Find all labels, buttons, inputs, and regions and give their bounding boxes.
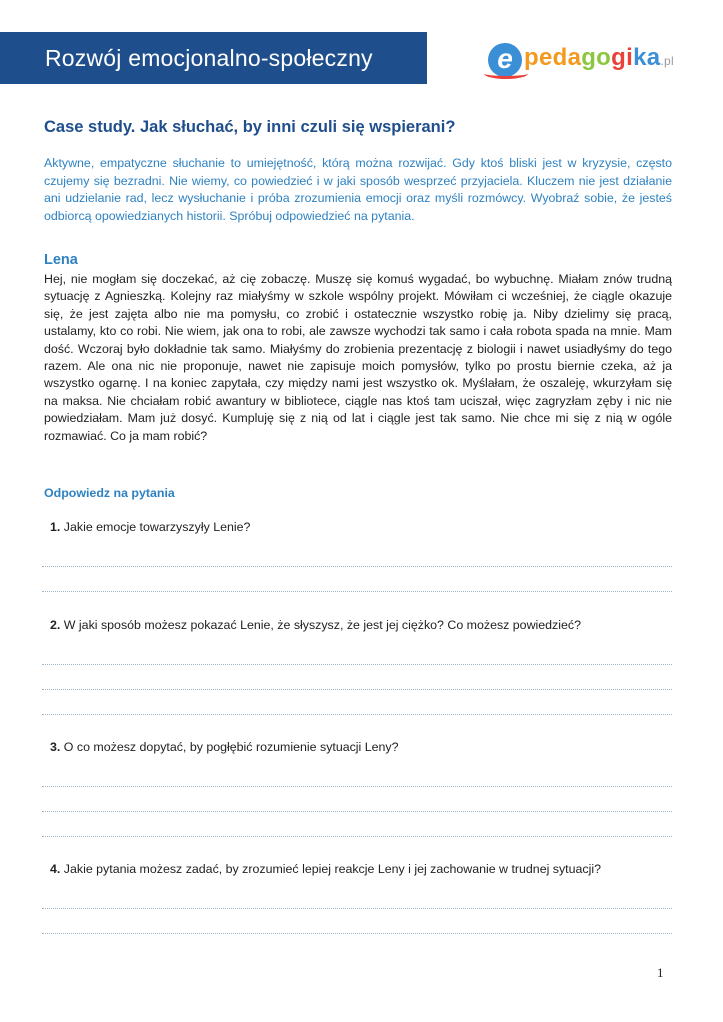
- question-1: [50, 520, 250, 534]
- answer-line[interactable]: [42, 811, 672, 812]
- question-3: [50, 740, 399, 754]
- question-text: W jaki sposób możesz pokazać Lenie, że słyszysz, że jest jej ciężko? Co możesz powiedzieć?: [63, 618, 581, 632]
- logo-e-icon: e: [488, 43, 522, 77]
- case-study-title: Case study. Jak słuchać, by inni czuli się wspierani?: [44, 118, 456, 136]
- question-number: 1.: [50, 520, 61, 534]
- answer-line[interactable]: [42, 714, 672, 715]
- question-text: O co możesz dopytać, by pogłębić rozumienie sytuacji Leny?: [63, 740, 399, 754]
- answer-line[interactable]: [42, 689, 672, 690]
- answer-line[interactable]: [42, 591, 672, 592]
- question-number: 3.: [50, 740, 61, 754]
- answer-line[interactable]: [42, 908, 672, 909]
- logo-swoosh-icon: [484, 68, 528, 79]
- answer-line[interactable]: [42, 786, 672, 787]
- answer-line[interactable]: [42, 836, 672, 837]
- story-text: Hej, nie mogłam się doczekać, aż cię zobaczę. Muszę się komuś wygadać, bo wybuchnę. Miałam znów trudną sytuację z Agnieszką. Kolejny raz miałyśmy w szkole wspólny projekt. Mówiłam ci wcześniej, że ciągle okazuje się, że jest zajęta albo nie ma pomysłu, co zrobić i ostatecznie wszystko robię ja. Niby dzielimy się pracą, ustalamy, kto co robi. Nie wiem, jak ona to robi, ale zawsze wychodzi tak samo i cała robota spada na mnie. Mam dość. Wczoraj było dokładnie tak samo. Miałyśmy do zrobienia prezentację z biologii i nawet usiadłyśmy do tego razem. Ale ona nic nie proponuje, nawet nie zapisuje moich pomysłów, tylko po prostu biernie czeka, aż ja wszystko ogarnę. I na koniec zapytała, czy między nami jest wszystko ok. Myślałam, że oszaleję, wkurzyłam się na maksa. Nie chciałam robić awantury w bibliotece, ciągle nas ktoś tam uciszał, więc zagryzłam zęby i nic nie powiedziałam. Mam już dosyć. Kumpluję się z nią od lat i ciągle jest tak samo. Nie chce mi się z nią w ogóle rozmawiać. Co ja mam robić?: [44, 272, 672, 443]
- answer-line[interactable]: [42, 933, 672, 934]
- answers-heading: Odpowiedz na pytania: [44, 486, 175, 500]
- question-number: 2.: [50, 618, 61, 632]
- story-heading: Lena: [44, 252, 78, 268]
- header-title: Rozwój emocjonalno-społeczny: [45, 44, 373, 71]
- epedagogika-logo: [488, 40, 678, 80]
- question-4: [50, 862, 601, 876]
- answer-line[interactable]: [42, 566, 672, 567]
- answer-line[interactable]: [42, 664, 672, 665]
- page-number: 1: [657, 965, 664, 980]
- question-number: 4.: [50, 862, 61, 876]
- question-text: Jakie pytania możesz zadać, by zrozumieć lepiej reakcje Leny i jej zachowanie w trudnej sytuacji?: [63, 862, 601, 876]
- question-text: Jakie emocje towarzyszyły Lenie?: [63, 520, 251, 534]
- intro-paragraph: Aktywne, empatyczne słuchanie to umiejętność, którą można rozwijać. Gdy ktoś bliski jest w kryzysie, często czujemy się bezradni. Nie wiemy, co powiedzieć i w jaki sposób wesprzeć przyjaciela. Kluczem nie jest działanie ani udzielanie rad, lecz wysłuchanie i próba zrozumienia emocji oraz myśli rozmówcy. Wyobraź sobie, że jesteś odbiorcą opowiedzianych historii. Spróbuj odpowiedzieć na pytania.: [44, 156, 672, 223]
- header-band: [0, 32, 427, 84]
- logo-text: pedagogika.pl: [524, 44, 674, 71]
- question-2: [50, 618, 581, 632]
